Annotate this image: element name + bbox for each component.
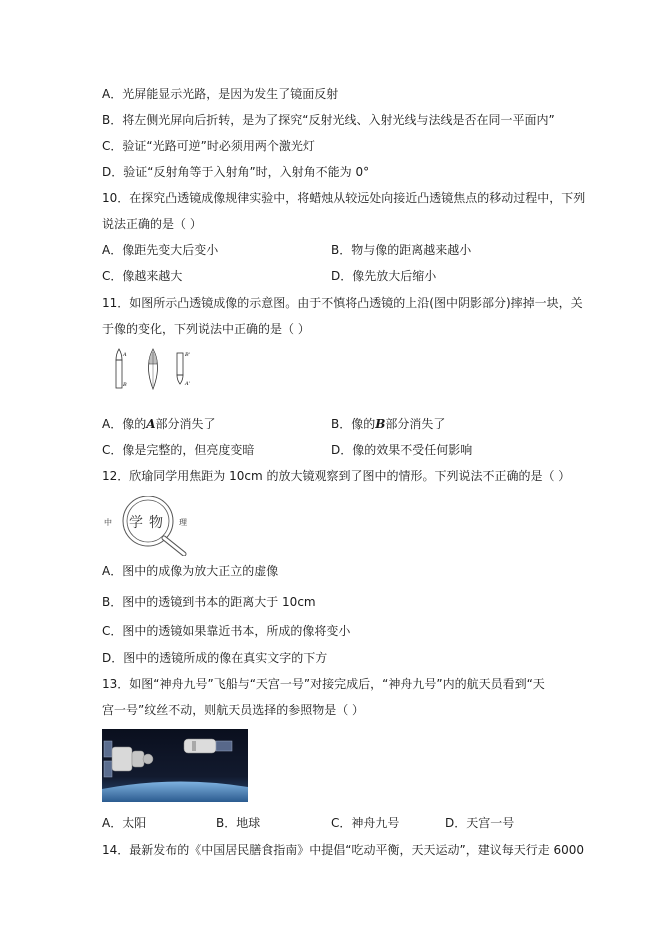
- q14-stem-line1: 14．最新发布的《中国居民膳食指南》中提倡“吃动平衡，天天运动”，建议每天行走 6000: [102, 843, 585, 857]
- label-a: A: [123, 352, 127, 358]
- q13-option-b: B．地球: [216, 816, 261, 830]
- q11-option-d: D．像的效果不受任何影响: [331, 443, 473, 457]
- q10-stem-line1: 10．在探究凸透镜成像规律实验中，将蜡烛从较远处向接近凸透镜焦点的移动过程中，下列: [102, 191, 586, 205]
- q13-stem-line2: 宫一号”纹丝不动，则航天员选择的参照物是（ ）: [102, 703, 365, 717]
- q10-option-a: A．像距先变大后变小: [102, 243, 219, 257]
- q12-option-b: B．图中的透镜到书本的距离大于 10cm: [102, 595, 316, 609]
- text-zhong: 中: [104, 518, 112, 527]
- q11-option-a-suffix: 部分消失了: [155, 417, 216, 431]
- q11-option-a-letter: A: [146, 417, 156, 431]
- q11-option-b-prefix: B．像的: [331, 417, 376, 431]
- q11-option-b-letter: B: [375, 417, 386, 431]
- q13-option-d: D．天宫一号: [445, 816, 515, 830]
- text-wu: 物: [149, 515, 163, 531]
- q13-option-c: C．神舟九号: [331, 816, 400, 830]
- candle-object: [116, 349, 122, 388]
- label-b-prime: B': [185, 352, 191, 358]
- magnifier-diagram: [104, 496, 204, 556]
- q9-option-b: B．将左侧光屏向后折转，是为了探究“反射光线、入射光线与法线是否在同一平面内”: [102, 113, 555, 127]
- q12-option-a: A．图中的成像为放大正立的虚像: [102, 564, 279, 578]
- q11-stem-line1: 11．如图所示凸透镜成像的示意图。由于不慎将凸透镜的上沿(图中阴影部分)摔掉一块，关: [102, 296, 583, 310]
- q13-option-a: A．太阳: [102, 816, 147, 830]
- q12-option-d: D．图中的透镜所成的像在真实文字的下方: [102, 651, 328, 665]
- q12-stem: 12．欣瑜同学用焦距为 10cm 的放大镜观察到了图中的情形。下列说法不正确的是（ ）: [102, 469, 571, 483]
- q11-option-b: [331, 416, 445, 432]
- q11-option-a-prefix: A．像的: [102, 417, 147, 431]
- text-li: 理: [179, 518, 187, 527]
- q10-option-d: D．像先放大后缩小: [331, 269, 437, 283]
- q10-option-b: B．物与像的距离越来越小: [331, 243, 472, 257]
- spacecraft-photo: [102, 729, 248, 802]
- q11-stem-line2: 于像的变化，下列说法中正确的是（ ）: [102, 322, 310, 336]
- convex-lens-diagram: [110, 346, 200, 396]
- q9-option-c: C．验证“光路可逆”时必须用两个激光灯: [102, 139, 315, 153]
- q11-option-a: [102, 416, 216, 432]
- q13-stem-line1: 13．如图“神舟九号”飞船与“天宫一号”对接完成后，“神舟九号”内的航天员看到“天: [102, 677, 545, 691]
- q11-option-c: C．像是完整的，但亮度变暗: [102, 443, 255, 457]
- candle-image: [177, 353, 183, 384]
- label-a-prime: A': [185, 381, 190, 387]
- q12-option-c: C．图中的透镜如果靠近书本，所成的像将变小: [102, 624, 351, 638]
- q11-option-b-suffix: 部分消失了: [385, 417, 446, 431]
- tiangong-module: [184, 739, 232, 753]
- convex-lens: [149, 349, 158, 389]
- q9-option-a: A．光屏能显示光路，是因为发生了镜面反射: [102, 87, 339, 101]
- q10-stem-line2: 说法正确的是（ ）: [102, 217, 202, 231]
- q10-option-c: C．像越来越大: [102, 269, 183, 283]
- text-xue: 学: [129, 515, 143, 531]
- q9-option-d: D．验证“反射角等于入射角”时，入射角不能为 0°: [102, 165, 370, 179]
- label-b: B: [123, 382, 127, 388]
